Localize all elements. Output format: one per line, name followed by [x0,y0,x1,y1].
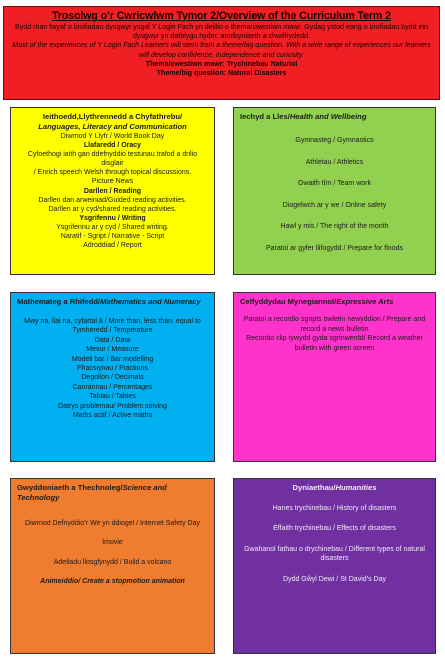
card-item: Darllen / Reading [83,187,142,195]
card-item: Mwy na, llai na, cyfartal â / More than, less than, equal to [24,318,201,325]
english-intro: Most of the experiences of Y Login Fach Learners will stem from a theme/big question. With a wide range of experiences our learners will develop confidence, independence and curiosity. [12,41,431,59]
card-item: Darllen ar y cyd/shared reading activities. [48,205,177,213]
card-item: Adeiladu llosgfynydd / Build a volcano [53,558,172,566]
heading-english: Expressive Arts [336,297,394,306]
card-item: Dydd Gŵyl Dewi / St David’s Day [283,575,386,583]
card-body [240,504,429,584]
heading-english: Languages, Literacy and Communication [38,122,187,131]
card-item: Datrys problemau/ Problem solving [58,402,167,410]
card-item: Naratif - Sgript / Narrative - Script [60,233,165,241]
card-heading [17,483,208,503]
card-item: Tymheredd / Temperature [72,327,153,335]
card-item: Hanes trychinebau / History of disasters [272,505,397,512]
card-heading [240,112,429,122]
card-item: Darllen dan arweiniad/Guided reading activities. [38,196,187,204]
card-item: Modeli bar / Bar modelling [71,355,154,363]
card-body [17,132,208,250]
heading-english: Health and Wellbeing [289,112,367,121]
card-item: Imovie [102,539,123,547]
card-body [17,317,208,420]
theme-welsh: Thema/cwestiwn mawr: Trychinebau Naturiol [145,59,298,68]
card-item: Effaith trychinebau / Effects of disasters [273,525,396,533]
card-body [240,315,429,353]
card-body [240,136,429,253]
card-item: / Enrich speech Welsh through topical discussions. [33,169,192,177]
card-health-wellbeing [233,107,436,275]
card-item: Recordio clip tywydd gyda sgrinwerdd/ Record a weather bulletin with green screen [246,335,423,352]
card-item: Degolion / Decimals [81,374,144,382]
card-humanities [233,478,436,654]
card-item: Tablau / Tables [89,393,136,401]
heading-welsh: Mathemateg a Rhifedd/ [17,297,101,306]
card-heading [17,112,208,132]
card-item: Maths actif / Active maths [72,412,153,420]
card-item: Adroddiad / Report [83,242,142,250]
welsh-intro: Bydd rhan fwyaf o brofiadau dysgwyr ysgol Y Login Fach yn deillio o thema/cwestiwn mawr. Gydag ystod eang o brofiadau bydd ein dysgwyr yn datblygu hyder, annibyniaeth a chwilfrydedd. [15,23,428,41]
heading-english: Humanities [335,483,377,492]
card-item: Diwrnod Defnyddio’r We yn ddiogel / Internet Safety Day [25,520,200,527]
card-item: Paratoi ar gyfer llifogydd / Prepare for floods [266,244,403,252]
card-body [17,519,208,587]
heading-welsh: Celfyddydau Mynegiannol/ [240,297,337,306]
heading-welsh: Gwyddoniaeth a Thechnoleg/ [17,483,123,492]
card-item: Gymnasteg / Gymnastics [295,137,374,144]
card-heading [240,483,429,493]
heading-welsh: Ieithoedd,Llythrennedd a Chyfathrebu/ [42,112,183,121]
theme-english: Theme/big question: Natural Disasters [156,69,287,78]
card-item: Data / Data [94,336,131,344]
card-item: Diogelwch ar y we / Online safety [282,201,387,209]
heading-english: Science and Technology [17,483,167,502]
card-languages-literacy [10,107,215,275]
heading-english: Mathematics and Numeracy [100,297,201,306]
card-heading [240,297,429,307]
card-item: Hawl y mis / The right of the month [280,223,389,231]
page-title: Trosolwg o’r Cwricwlwm Tymor 2/Overview of the Curriculum Term 2 [52,10,391,22]
heading-welsh: Iechyd a Lles/ [240,112,290,121]
card-item: Cyfoethogi iaith gan ddefnyddio testunau trafod a drilio disglair [27,151,198,168]
card-item: Ysgrifennu ar y cyd / Shared writing. [56,223,169,231]
heading-welsh: Dyniaethau/ [292,483,336,492]
card-heading [17,297,208,307]
card-item: Animeiddio/ Create a stopmotion animation [40,578,185,586]
card-item: Mesur / Measure [86,346,139,354]
card-item: Canrannau / Percentages [72,383,153,391]
overview-banner [3,6,440,100]
card-item: Llafaredd / Oracy [83,142,142,150]
card-item: Gwaith tîm / Team work [297,180,371,188]
card-item: Gwahanol fathau o drychinebau / Different types of natural disasters [244,545,425,563]
card-item: Athletau / Athletics [305,158,364,166]
card-item: Paratoi a recordio sgripts bwletin newyddion / Prepare and record a news bulletin [243,316,426,333]
card-science-technology [10,478,215,654]
card-item: Ysgrifennu / Writing [79,214,146,222]
card-expressive-arts [233,292,436,462]
card-item: Diwrnod Y Llyfr / World Book Day [60,133,165,140]
card-item: Ffracsiynau / Fractions [77,365,148,373]
card-mathematics-numeracy [10,292,215,462]
card-item: Picture News [91,178,134,186]
